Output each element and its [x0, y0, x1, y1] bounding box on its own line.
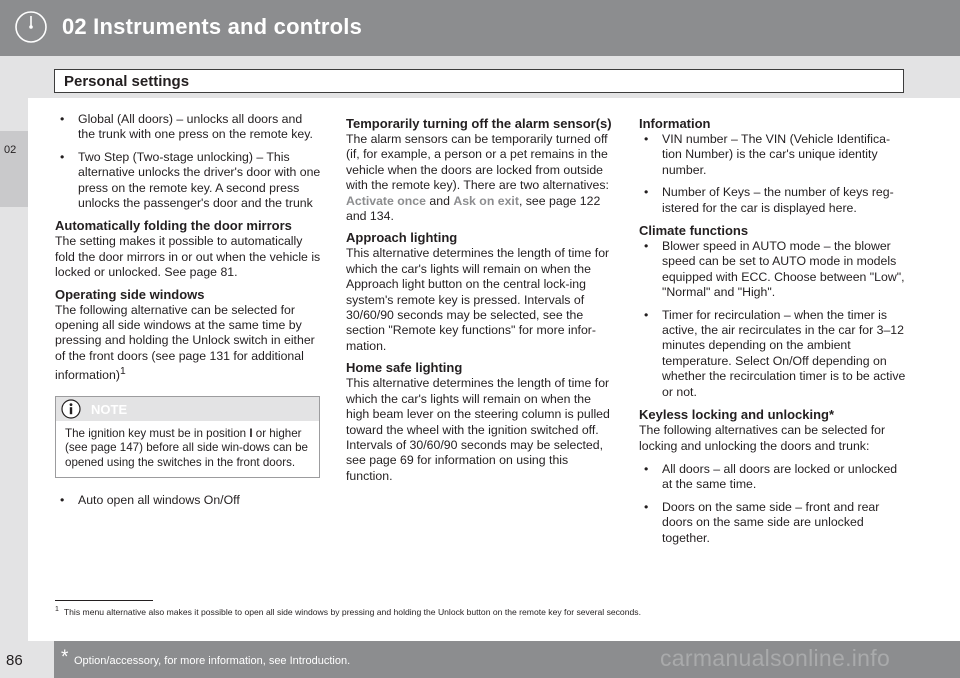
- note-label: NOTE: [91, 401, 128, 417]
- footer-note: Option/accessory, for more information, see Introduction.: [74, 655, 351, 667]
- list-item-text: Blower speed in AUTO mode – the blower speed can be set to AUTO mode in models equipped with ECC. Choose between "Low", "Normal" and "High".: [662, 239, 905, 300]
- note-text: [56, 421, 319, 477]
- footnote-text: This menu alternative also makes it possible to open all side windows by pressing and holding the Unlock button on the remote key for several seconds.: [63, 606, 641, 617]
- column-1: [55, 112, 321, 515]
- bullet-dot: •: [60, 149, 65, 164]
- alarm-heading: Temporarily turning off the alarm sensor(s): [346, 116, 612, 131]
- home-safe-heading: Home safe lighting: [346, 360, 463, 376]
- footnote-number: 1: [55, 606, 59, 613]
- asterisk-marker: *: [61, 647, 69, 668]
- list-item: [55, 150, 321, 212]
- list-item-text: Auto open all windows On/Off: [78, 493, 240, 507]
- chapter-header: [0, 0, 960, 56]
- information-heading: Information: [639, 116, 711, 131]
- home-safe-text: This alternative determines the length of time for which the car's lights will remain on when the high beam lever on the steering column is pulled toward the wheel with the ignition switched off. Intervals of 30/60/90 seconds may be selected, see page 69 for information on using this function.: [346, 376, 610, 483]
- list-item-text: Global (All doors) – unlocks all doors and the trunk with one press on the remote key.: [78, 112, 313, 142]
- alarm-text: , see page 122 and 134.: [346, 193, 601, 224]
- list-item-text: Timer for recirculation – when the timer is active, the air recirculates in the car for 3–12 minutes depending on the ambient temperature. Select On/Off depending on whether the recirculation timer is to be active or not.: [662, 307, 906, 399]
- footnote-marker: 1: [119, 366, 126, 378]
- alarm-text: The alarm sensors can be temporarily turned off (if, for example, a person or a pet remains in the vehicle when the doors are locked from outside with the remote key). There are two alternatives:: [346, 132, 609, 193]
- ask-on-exit-option: Ask on exit: [453, 193, 519, 208]
- chapter-side-tab: [0, 131, 28, 207]
- windows-paragraph: [55, 303, 321, 384]
- bullet-dot: •: [60, 112, 65, 126]
- bullet-dot: •: [644, 239, 649, 254]
- note-box: [55, 396, 320, 478]
- climate-heading: Climate functions: [639, 223, 749, 239]
- note-header: [56, 397, 319, 421]
- approach-text: This alternative determines the length of time for which the car's lights will remain on when the Approach light button on the central lock-ing system's remote key is pressed. Intervals of 30/60/90 seconds may be selected, see the section "Remote key functions" for more infor-mation.: [346, 246, 610, 353]
- activate-once-option: Activate once: [346, 193, 426, 208]
- list-item: [639, 239, 907, 301]
- note-text-part: The ignition key must be in position: [65, 426, 250, 440]
- list-item-text: Two Step (Two-stage unlocking) – This alternative unlocks the driver's door with one press on the remote key. A second press unlocks the passenger's door and the trunk: [78, 149, 321, 211]
- list-item: [639, 185, 907, 216]
- list-item: [639, 132, 907, 178]
- list-item-text: All doors – all doors are locked or unlocked at the same time.: [662, 461, 898, 492]
- watermark: carmanualsonline.info: [660, 645, 891, 671]
- bullet-dot: •: [644, 461, 649, 476]
- list-item-text: VIN number – The VIN (Vehicle Identifica-tion Number) is the car's unique identity number.: [662, 132, 891, 177]
- list-item-text: Number of Keys – the number of keys reg-istered for the car is displayed here.: [662, 185, 894, 215]
- list-item: [639, 308, 907, 400]
- column-2: [346, 112, 612, 490]
- gauge-icon: [14, 10, 48, 44]
- approach-heading: Approach lighting: [346, 230, 458, 246]
- keyless-text: The following alternatives can be selected for locking and unlocking the doors and trunk:: [639, 423, 886, 453]
- ignition-position: I: [249, 426, 253, 440]
- bullet-dot: •: [644, 499, 649, 514]
- mirrors-heading: Automatically folding the door mirrors: [55, 218, 292, 234]
- list-item: [639, 462, 907, 493]
- list-item: [55, 112, 321, 143]
- alarm-text: and: [425, 193, 454, 208]
- chapter-side-tab-label: 02: [4, 144, 17, 156]
- windows-text: The following alternative can be selected for opening all side windows at the same time by pressing and holding the Unlock switch in either of the front doors (see page 131 for additional information): [55, 302, 315, 383]
- footnote: [55, 606, 641, 617]
- keyless-heading: Keyless locking and unlocking*: [639, 407, 835, 423]
- bullet-dot: •: [644, 307, 649, 322]
- info-icon: [61, 399, 81, 419]
- section-title-box: [54, 69, 904, 93]
- note-text-part: or higher (see page 147) before all side win-dows can be opened using the switches in the front doors.: [65, 426, 308, 469]
- page-number: 86: [6, 652, 23, 669]
- windows-heading: Operating side windows: [55, 286, 205, 302]
- column-3: [639, 112, 907, 553]
- bullet-dot: •: [644, 132, 649, 146]
- list-item-text: Doors on the same side – front and rear doors on the same side are unlocked together.: [662, 499, 880, 545]
- list-item: [639, 500, 907, 546]
- chapter-title: 02 Instruments and controls: [62, 14, 363, 39]
- alarm-paragraph: [346, 132, 612, 224]
- bullet-dot: •: [60, 493, 65, 507]
- mirrors-text: The setting makes it possible to automatically fold the door mirrors in or out when the vehicle is locked or unlocked. See page 81.: [55, 234, 321, 280]
- page-number-box: [0, 641, 54, 678]
- bullet-dot: •: [644, 185, 649, 200]
- section-title: Personal settings: [64, 73, 190, 90]
- list-item: [55, 493, 321, 508]
- footnote-divider: [55, 600, 153, 601]
